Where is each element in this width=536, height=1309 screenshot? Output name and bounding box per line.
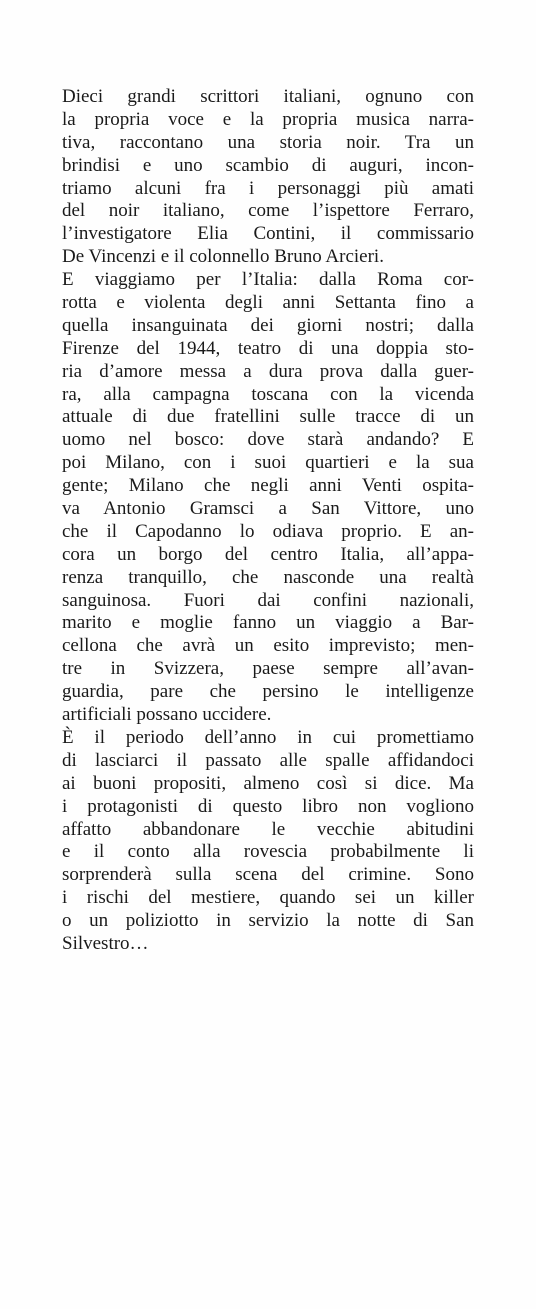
text-line: l’investigatore Elia Contini, il commissario bbox=[62, 223, 474, 245]
text-line: tiva, raccontano una storia noir. Tra un bbox=[62, 131, 474, 153]
text-line: i protagonisti di questo libro non vogliono bbox=[62, 795, 474, 817]
text-line: marito e moglie fanno un viaggio a Bar- bbox=[62, 612, 474, 634]
text-line: va Antonio Gramsci a San Vittore, uno bbox=[62, 498, 474, 520]
text-line: gente; Milano che negli anni Venti ospita- bbox=[62, 475, 474, 497]
text-line: e il conto alla rovescia probabilmente li bbox=[62, 841, 474, 863]
text-line: che il Capodanno lo odiava proprio. E an- bbox=[62, 520, 474, 542]
text-line: E viaggiamo per l’Italia: dalla Roma cor- bbox=[62, 269, 474, 291]
text-line: uomo nel bosco: dove starà andando? E bbox=[62, 429, 474, 451]
paragraph bbox=[62, 727, 474, 956]
text-line: i rischi del mestiere, quando sei un killer bbox=[62, 887, 474, 909]
paragraph bbox=[62, 86, 474, 269]
text-line: cora un borgo del centro Italia, all’appa- bbox=[62, 543, 474, 565]
text-line: ra, alla campagna toscana con la vicenda bbox=[62, 383, 474, 405]
paragraph bbox=[62, 269, 474, 727]
book-blurb bbox=[62, 86, 474, 956]
text-line: la propria voce e la propria musica narra- bbox=[62, 108, 474, 130]
text-line: ria d’amore messa a dura prova dalla guer- bbox=[62, 360, 474, 382]
text-line: È il periodo dell’anno in cui promettiamo bbox=[62, 726, 474, 748]
text-line: renza tranquillo, che nasconde una realtà bbox=[62, 566, 474, 588]
text-line: sanguinosa. Fuori dai confini nazionali, bbox=[62, 589, 474, 611]
text-line: cellona che avrà un esito imprevisto; men- bbox=[62, 635, 474, 657]
text-line: rotta e violenta degli anni Settanta fino a bbox=[62, 292, 474, 314]
text-line: Dieci grandi scrittori italiani, ognuno con bbox=[62, 86, 474, 107]
text-line: triamo alcuni fra i personaggi più amati bbox=[62, 177, 474, 199]
text-line: Firenze del 1944, teatro di una doppia sto- bbox=[62, 337, 474, 359]
text-line: sorprenderà sulla scena del crimine. Sono bbox=[62, 864, 474, 886]
text-line: affatto abbandonare le vecchie abitudini bbox=[62, 818, 474, 840]
text-line: artificiali possano uccidere. bbox=[62, 704, 272, 726]
text-line: ai buoni propositi, almeno così si dice. Ma bbox=[62, 772, 474, 794]
text-line: poi Milano, con i suoi quartieri e la sua bbox=[62, 452, 474, 474]
text-line: brindisi e uno scambio di auguri, incon- bbox=[62, 154, 474, 176]
text-line: De Vincenzi e il colonnello Bruno Arcieri. bbox=[62, 246, 384, 268]
text-line: attuale di due fratellini sulle tracce di un bbox=[62, 406, 474, 428]
text-line: del noir italiano, come l’ispettore Ferraro, bbox=[62, 200, 474, 222]
text-line: di lasciarci il passato alle spalle affidandoci bbox=[62, 749, 474, 771]
text-line: guardia, pare che persino le intelligenze bbox=[62, 681, 474, 703]
text-line: o un poliziotto in servizio la notte di San bbox=[62, 910, 474, 932]
text-line: Silvestro… bbox=[62, 932, 149, 954]
text-line: tre in Svizzera, paese sempre all’avan- bbox=[62, 658, 474, 680]
text-line: quella insanguinata dei giorni nostri; dalla bbox=[62, 314, 474, 336]
